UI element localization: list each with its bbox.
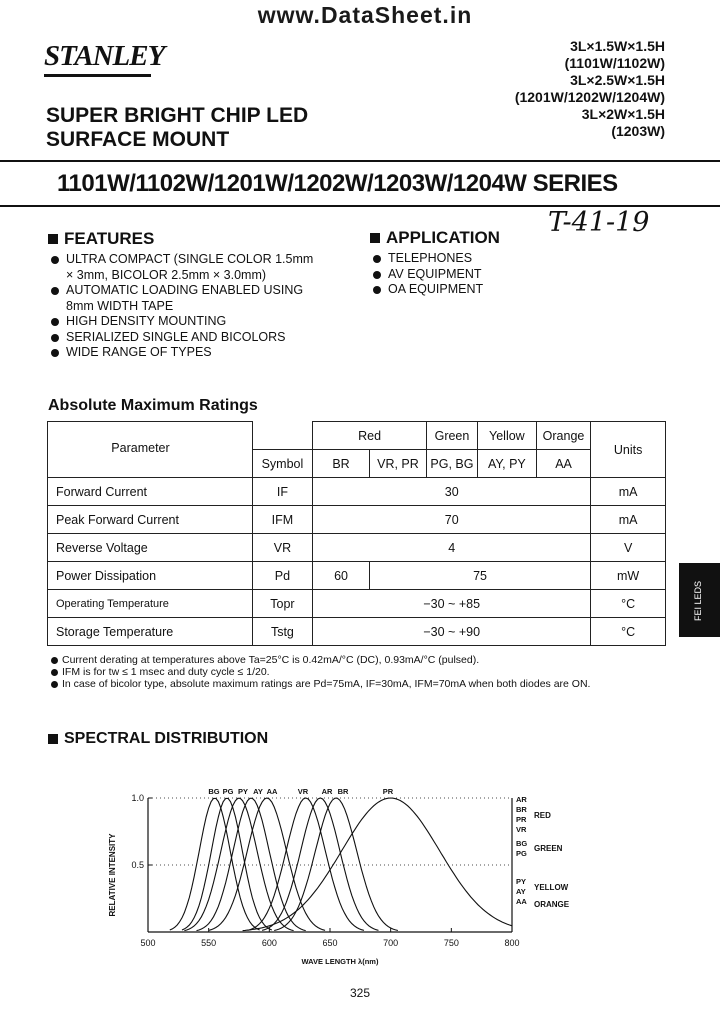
vr-pr-header: VR, PR — [369, 450, 426, 478]
br-header: BR — [313, 450, 370, 478]
y-axis-label: RELATIVE INTENSITY — [108, 833, 117, 917]
green-header: Green — [427, 422, 478, 450]
y-tick-label: 1.0 — [131, 793, 144, 803]
symbol-header-spacer — [252, 422, 313, 450]
size-line: (1201W/1202W/1204W) — [514, 89, 665, 105]
product-title — [46, 104, 308, 152]
square-bullet-icon — [48, 234, 58, 244]
square-bullet-icon — [48, 734, 58, 744]
spectral-curve — [248, 798, 365, 930]
table-row: Forward Current IF 30 mA — [48, 478, 666, 506]
note-item: Current derating at temperatures above Ta=25°C is 0.42mA/°C (DC), 0.93mA/°C (pulsed). — [50, 654, 590, 666]
x-tick-label: 800 — [504, 938, 520, 948]
ratings-notes — [50, 654, 590, 690]
legend-code: PY — [516, 877, 527, 886]
spectral-heading: SPECTRAL DISTRIBUTION — [48, 730, 268, 748]
list-item: WIDE RANGE OF TYPES — [48, 345, 323, 361]
note-item: In case of bicolor type, absolute maximum ratings are Pd=75mA, IF=30mA, IFM=70mA when both diodes are ON. — [50, 678, 590, 690]
table-header-row — [48, 422, 666, 450]
ratings-title: Absolute Maximum Ratings — [48, 397, 258, 414]
units-header: Units — [591, 422, 666, 478]
legend-code: BG — [516, 839, 528, 848]
spectral-curve — [170, 798, 260, 930]
legend-code: BR — [516, 805, 527, 814]
spectral-curve — [184, 798, 293, 930]
size-line: (1101W/1102W) — [564, 55, 665, 71]
list-item: SERIALIZED SINGLE AND BICOLORS — [48, 330, 323, 346]
x-tick-label: 650 — [322, 938, 338, 948]
x-tick-label: 500 — [140, 938, 156, 948]
legend-color: GREEN — [534, 844, 563, 853]
features-heading: FEATURES — [48, 229, 348, 249]
series-title: 1101W/1102W/1201W/1202W/1203W/1204W SERIES — [57, 170, 618, 197]
application-list — [370, 251, 570, 298]
aa-header: AA — [536, 450, 590, 478]
peak-label: BG — [208, 787, 220, 796]
symbol-header: Symbol — [252, 450, 313, 478]
table-row: Operating Temperature Topr −30 ~ +85 °C — [48, 590, 666, 618]
peak-label: VR — [297, 787, 309, 796]
table-row: Power Dissipation Pd 60 75 mW — [48, 562, 666, 590]
features-list — [48, 252, 323, 361]
list-item: AV EQUIPMENT — [370, 267, 570, 283]
application-section — [370, 228, 570, 298]
spectral-curve — [209, 798, 325, 930]
legend-code: AY — [516, 887, 526, 896]
table-row: Reverse Voltage VR 4 V — [48, 534, 666, 562]
peak-label: BR — [337, 787, 349, 796]
size-line: 3L×1.5W×1.5H — [570, 38, 665, 54]
legend-color: RED — [534, 811, 551, 820]
peak-label: AA — [266, 787, 278, 796]
list-item: OA EQUIPMENT — [370, 282, 570, 298]
table-row: Storage Temperature Tstg −30 ~ +90 °C — [48, 618, 666, 646]
yellow-header: Yellow — [477, 422, 536, 450]
list-item: TELEPHONES — [370, 251, 570, 267]
datasheet-url[interactable]: www.DataSheet.in — [257, 2, 473, 28]
divider — [0, 160, 720, 162]
x-tick-label: 600 — [261, 938, 277, 948]
spectral-curve — [182, 798, 272, 930]
x-tick-label: 750 — [443, 938, 459, 948]
legend-code: AR — [516, 795, 527, 804]
size-line: 3L×2W×1.5H — [581, 106, 665, 122]
list-item: HIGH DENSITY MOUNTING — [48, 314, 323, 330]
peak-label: PR — [382, 787, 394, 796]
peak-label: AY — [253, 787, 263, 796]
ratings-table — [47, 421, 666, 646]
pg-bg-header: PG, BG — [427, 450, 478, 478]
square-bullet-icon — [370, 233, 380, 243]
features-section — [48, 229, 348, 361]
ay-py-header: AY, PY — [477, 450, 536, 478]
red-header: Red — [313, 422, 427, 450]
size-line: (1203W) — [611, 123, 665, 139]
page-number: 325 — [349, 986, 371, 1000]
x-axis-label: WAVE LENGTH λ(nm) — [301, 957, 379, 966]
size-line: 3L×2.5W×1.5H — [570, 72, 665, 88]
stanley-logo: STANLEY — [44, 40, 165, 72]
y-tick-label: 0.5 — [131, 860, 144, 870]
logo-underline — [44, 74, 151, 77]
spectral-curve — [262, 798, 378, 930]
legend-code: AA — [516, 897, 527, 906]
title-line: SUPER BRIGHT CHIP LED — [46, 104, 309, 127]
peak-label: AR — [321, 787, 333, 796]
list-item: AUTOMATIC LOADING ENABLED USING 8mm WIDTH TAPE — [48, 283, 323, 314]
peak-label: PG — [222, 787, 234, 796]
title-line: SURFACE MOUNT — [46, 128, 230, 151]
legend-code: PG — [516, 849, 527, 858]
application-heading: APPLICATION — [370, 228, 570, 248]
handwritten-note: T-41-19 — [548, 207, 650, 238]
legend-color: YELLOW — [534, 883, 569, 892]
x-tick-label: 550 — [201, 938, 217, 948]
parameter-header: Parameter — [48, 422, 253, 478]
list-item: ULTRA COMPACT (SINGLE COLOR 1.5mm × 3mm, BICOLOR 2.5mm × 3.0mm) — [48, 252, 323, 283]
note-item: IFM is for tw ≤ 1 msec and duty cycle ≤ 1/20. — [50, 666, 590, 678]
orange-header: Orange — [536, 422, 590, 450]
spectral-chart — [100, 780, 580, 970]
legend-color: ORANGE — [534, 900, 570, 909]
x-tick-label: 700 — [383, 938, 399, 948]
legend-code: PR — [516, 815, 527, 824]
table-row: Peak Forward Current IFM 70 mA — [48, 506, 666, 534]
side-tab: FEI LEDS — [679, 563, 720, 637]
spectral-curve — [274, 798, 398, 930]
legend-code: VR — [516, 825, 527, 834]
package-sizes — [515, 38, 665, 140]
peak-label: PY — [237, 787, 249, 796]
